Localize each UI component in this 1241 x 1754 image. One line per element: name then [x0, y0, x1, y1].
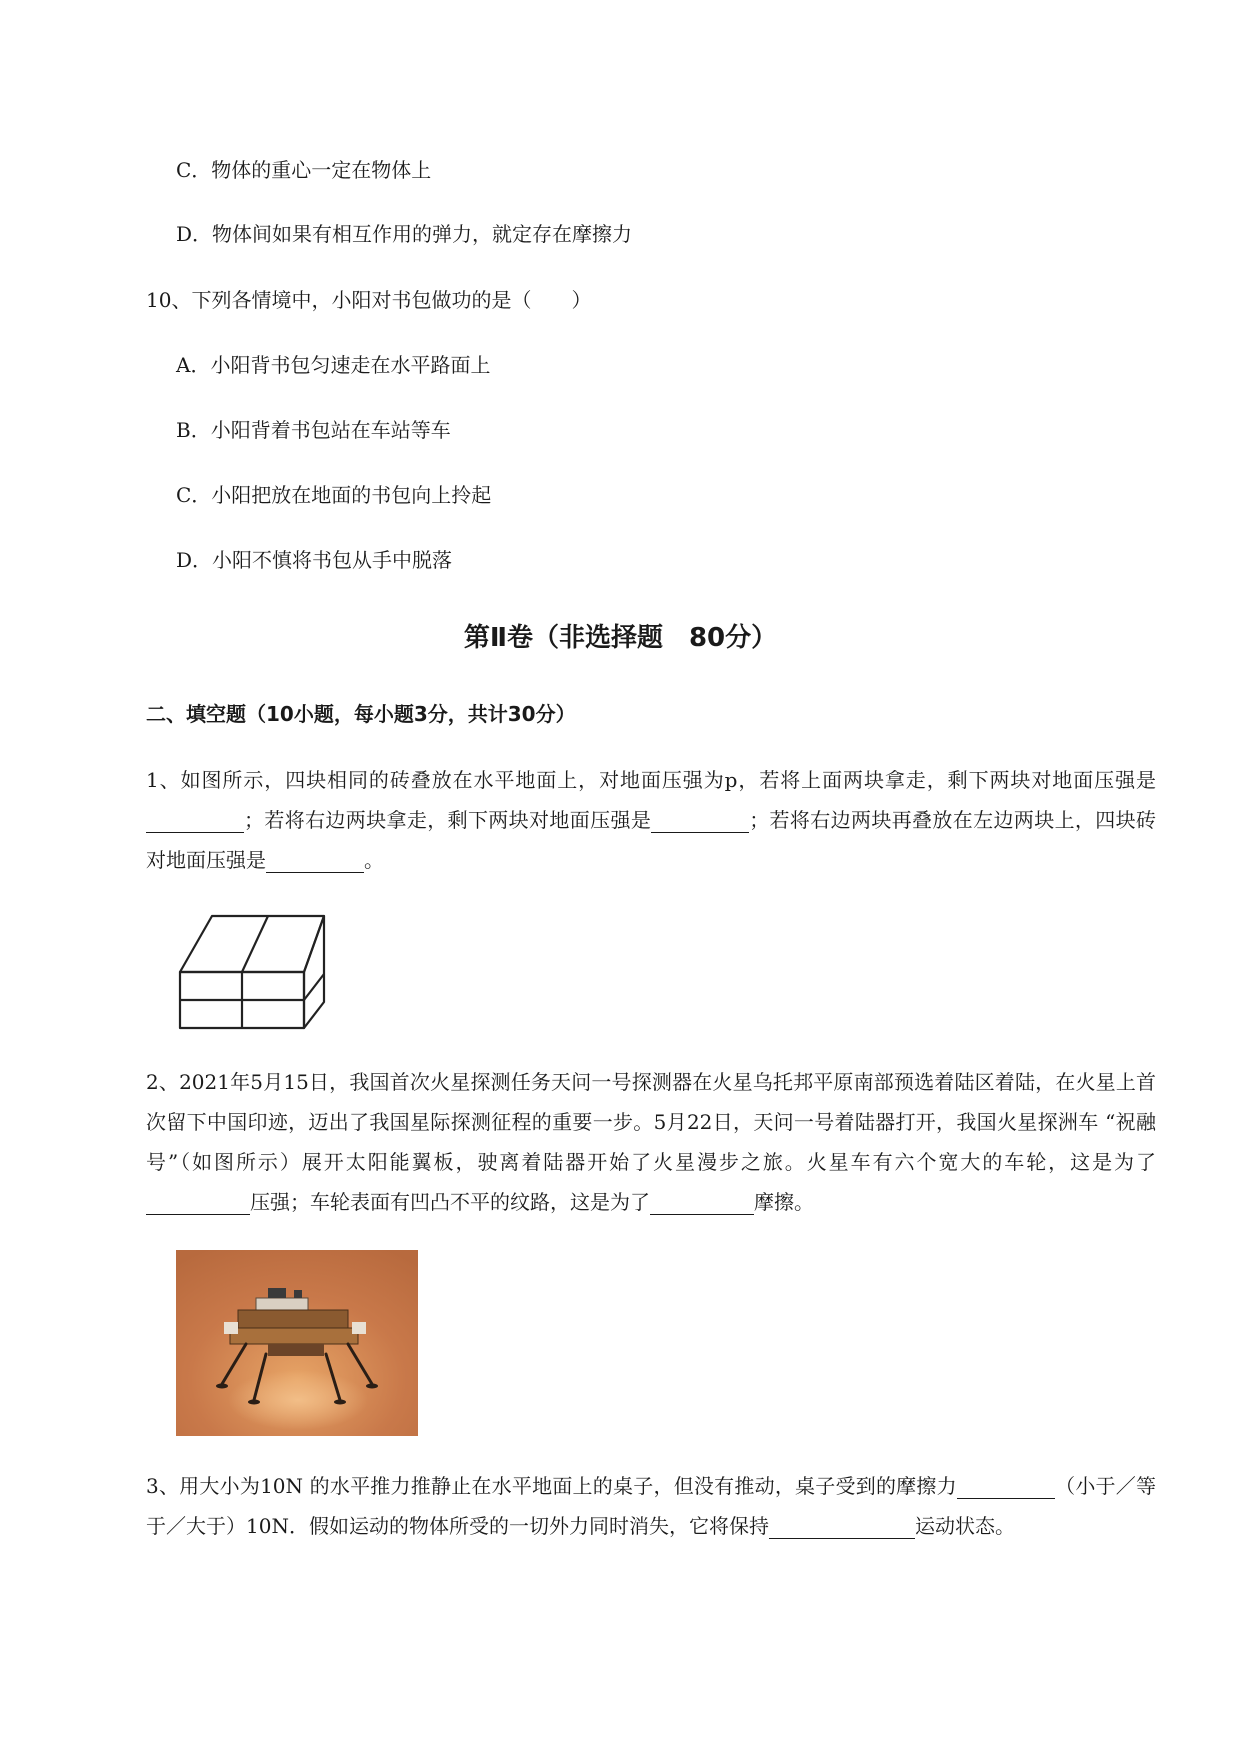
brick-top-split [242, 916, 268, 972]
fill1-blank-3[interactable] [266, 848, 364, 873]
q9-option-c: C．物体的重心一定在物体上 [176, 158, 432, 182]
fill3-text-3: 运动状态。 [914, 1514, 1015, 1538]
fill3-blank-1[interactable] [957, 1474, 1055, 1499]
brick-stack-figure [176, 910, 328, 1030]
q9-option-d: D．物体间如果有相互作用的弹力，就定存在摩擦力 [176, 222, 633, 246]
fill2-text-2: 压强；车轮表面有凹凸不平的纹路，这是为了 [250, 1190, 650, 1214]
q10-option-b: B．小阳背着书包站在车站等车 [176, 418, 451, 442]
fill1-text-1: 1、如图所示，四块相同的砖叠放在水平地面上，对地面压强为p，若将上面两块拿走，剩下两块对地面压强是 [146, 768, 1156, 792]
fill3-blank-2[interactable] [769, 1514, 915, 1539]
fill3-text-1: 3、用大小为10N 的水平推力推静止在水平地面上的桌子，但没有推动，桌子受到的摩擦力 [146, 1474, 957, 1498]
fill2-text-1: 2、2021年5月15日，我国首次火星探测任务天问一号探测器在火星乌托邦平原南部预选着陆区着陆，在火星上首次留下中国印迹，迈出了我国星际探测征程的重要一步。5月22日，天问一号着陆器打开，我国火星探洲车 “祝融号”（如图所示）展开太阳能翼板，驶离着陆器开始了火星漫步之旅。火星车有六个宽大的车轮，这是为了 [146, 1070, 1156, 1174]
fill1-text-3: ；若将右边两块再叠放在左边两块上，四块砖对地面压强是 [146, 808, 1157, 872]
q10-option-a: A．小阳背书包匀速走在水平路面上 [176, 353, 491, 377]
fill1-text-4: 。 [364, 848, 384, 872]
fill-question-2 [146, 1062, 1156, 1222]
part2-title: 第Ⅱ卷（非选择题 80分） [463, 623, 778, 653]
q10-option-d: D．小阳不慎将书包从手中脱落 [176, 548, 453, 572]
fill-question-3 [146, 1466, 1156, 1546]
zhurong-rover-photo [176, 1250, 418, 1436]
fill1-blank-2[interactable] [651, 808, 749, 833]
fill1-blank-1[interactable] [146, 808, 244, 833]
brick-side-split [304, 974, 324, 1000]
fill2-blank-1[interactable] [146, 1190, 250, 1215]
fill-question-1 [146, 760, 1156, 880]
fill1-text-2: ；若将右边两块拿走，剩下两块对地面压强是 [244, 808, 652, 832]
q10-option-c: C．小阳把放在地面的书包向上拎起 [176, 483, 492, 507]
fill2-blank-2[interactable] [650, 1190, 754, 1215]
q10-stem: 10、下列各情境中，小阳对书包做功的是（ ） [146, 288, 592, 312]
brick-top-face [180, 916, 324, 972]
section2-title: 二、填空题（10小题，每小题3分，共计30分） [146, 702, 576, 726]
fill2-text-3: 摩擦。 [754, 1190, 814, 1214]
engine-glow [228, 1370, 368, 1430]
brick-side-face [304, 916, 324, 1028]
fill3-text-2: （小于／等于／大于）10N．假如运动的物体所受的一切外力同时消失，它将保持 [146, 1474, 1157, 1538]
